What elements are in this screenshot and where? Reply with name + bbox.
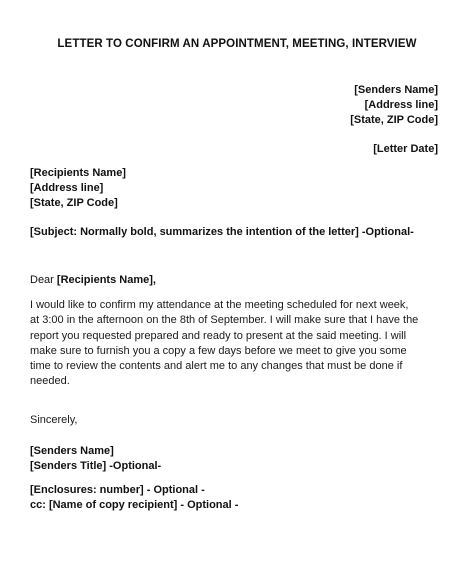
recipient-address-block bbox=[30, 166, 126, 211]
salutation bbox=[30, 273, 156, 288]
enclosures-line: [Enclosures: number] - Optional - bbox=[30, 484, 205, 496]
sender-name: [Senders Name] bbox=[354, 84, 438, 96]
body-line: I would like to confirm my attendance at the meeting scheduled for next week, bbox=[30, 299, 409, 311]
body-line: make sure to furnish you a copy a few days before we meet to give you some bbox=[30, 344, 407, 357]
sender-address-block bbox=[350, 83, 438, 128]
sender-state-zip: [State, ZIP Code] bbox=[350, 114, 438, 126]
letter-date: [Letter Date] bbox=[373, 143, 438, 155]
document-title: LETTER TO CONFIRM AN APPOINTMENT, MEETING, INTERVIEW bbox=[57, 38, 417, 50]
signature-block bbox=[30, 444, 161, 474]
salutation-recipient-name: [Recipients Name], bbox=[56, 274, 156, 286]
subject-line: [Subject: Normally bold, summarizes the intention of the letter] -Optional- bbox=[30, 226, 414, 238]
sender-address-line: [Address line] bbox=[364, 99, 438, 111]
cc-line: cc: [Name of copy recipient] - Optional - bbox=[30, 499, 239, 511]
closing: Sincerely, bbox=[30, 414, 78, 426]
body-line: at 3:00 in the afternoon on the 8th of September. I will make sure that I have the bbox=[30, 314, 419, 327]
body-line: report you requested prepared and ready to present at the said meeting. I will bbox=[30, 329, 407, 342]
recipient-state-zip: [State, ZIP Code] bbox=[30, 197, 118, 209]
signature-title: [Senders Title] -Optional- bbox=[30, 460, 162, 472]
recipient-name: [Recipients Name] bbox=[30, 167, 126, 179]
body-line: needed. bbox=[30, 375, 70, 388]
salutation-greeting: Dear bbox=[30, 274, 54, 286]
recipient-address-line: [Address line] bbox=[30, 182, 104, 194]
enclosures-block bbox=[30, 483, 238, 513]
signature-name: [Senders Name] bbox=[30, 445, 114, 457]
body-paragraph bbox=[30, 298, 445, 390]
body-line: time to review the contents and alert me to any changes that must be done if bbox=[30, 360, 403, 373]
